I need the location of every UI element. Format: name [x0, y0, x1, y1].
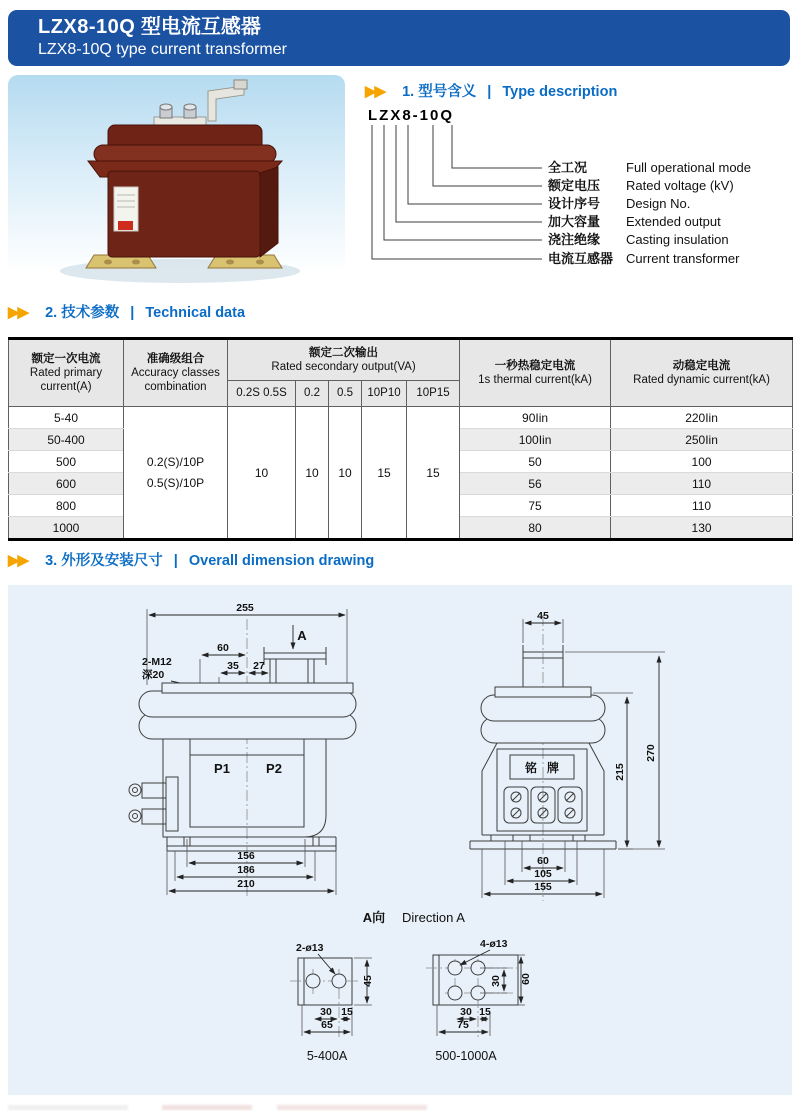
double-arrow-icon: ▶▶: [8, 304, 28, 321]
label-P2: P2: [266, 761, 282, 776]
dim-255: 255: [236, 602, 254, 614]
section-1-cn: 型号含义: [418, 84, 477, 100]
col-secondary-output-header: [228, 339, 460, 381]
section-2-en: Technical data: [145, 305, 246, 321]
col9-cn: 动稳定电流: [672, 359, 731, 372]
type-code-labels: [547, 160, 751, 266]
cell-dynamic: 130: [611, 517, 793, 540]
type-label-cn: 加大容量: [548, 214, 601, 229]
direction-a-label: [363, 910, 465, 925]
technical-data-table: [8, 337, 793, 541]
dim-155: 155: [534, 881, 552, 893]
dim-65-plate2: 65: [321, 1019, 333, 1031]
cell-output: 15: [407, 407, 460, 540]
subcol-05: 0.5: [329, 381, 362, 407]
dim-210: 210: [237, 878, 255, 890]
type-label-en: Casting insulation: [626, 232, 729, 247]
dimension-drawing-panel: [8, 585, 792, 1095]
type-label-en: Design No.: [626, 196, 691, 211]
section-3-num: 3.: [45, 553, 58, 569]
label-A: A: [297, 628, 307, 643]
section-1-num: 1.: [402, 84, 415, 100]
col-primary-current-header: [9, 339, 124, 407]
cell-current: 1000: [9, 517, 124, 540]
section-2-num: 2.: [45, 305, 58, 321]
type-code-svg: [360, 98, 790, 298]
dim-45-plate: 45: [362, 975, 374, 987]
col-dynamic-header: [611, 339, 793, 407]
label-depth-20: 深20: [142, 669, 165, 681]
dim-186: 186: [237, 864, 255, 876]
dim-35: 35: [227, 660, 239, 672]
dim-105: 105: [534, 868, 552, 880]
mounting-plate-4-hole: [426, 938, 532, 1063]
col-thermal-header: [460, 339, 611, 407]
cell-thermal: 80: [460, 517, 611, 540]
section-2-title: [8, 301, 245, 322]
type-label-en: Full operational mode: [626, 160, 752, 175]
cell-output: 15: [362, 407, 407, 540]
title-en: LZX8-10Q type current transformer: [38, 41, 287, 58]
type-label-cn: 设计序号: [548, 196, 601, 211]
cell-output: 10: [228, 407, 296, 540]
accuracy-line: 0.2(S)/10P: [146, 455, 205, 470]
section-3-divider: |: [173, 553, 178, 569]
direction-a-cn: A向: [362, 910, 386, 925]
cell-current: 500: [9, 451, 124, 473]
type-label-en: Rated voltage (kV): [626, 178, 734, 193]
type-code-diagram: [360, 98, 790, 303]
cutoff-strip: [8, 1105, 478, 1110]
dim-30v-plate4: 30: [490, 975, 502, 987]
type-label-en: Current transformer: [626, 251, 740, 266]
model-name: LZX8-10Q: [38, 16, 136, 38]
page-title: [38, 15, 790, 40]
label-2-M12: 2-M12: [142, 656, 172, 668]
product-photo: [8, 75, 345, 295]
cell-current: 800: [9, 495, 124, 517]
title-cn: 型电流互感器: [140, 16, 261, 38]
section-2-divider: |: [130, 305, 135, 321]
col9-en: Rated dynamic current(kA): [633, 374, 770, 386]
dim-270: 270: [645, 744, 657, 762]
type-label-cn: 全工况: [548, 160, 588, 175]
dim-60-side: 60: [537, 855, 549, 867]
type-label-cn: 电流互感器: [548, 251, 614, 266]
double-arrow-icon: ▶▶: [8, 552, 28, 569]
dim-75-plate4: 75: [457, 1019, 469, 1031]
dim-30-plate4: 30: [460, 1006, 472, 1018]
cell-current: 50-400: [9, 429, 124, 451]
type-label-en: Extended output: [626, 214, 721, 229]
cell-output: 10: [296, 407, 329, 540]
dimension-drawing-svg: [8, 585, 792, 1095]
cell-accuracy: [124, 407, 228, 540]
subcol-10p15: 10P15: [407, 381, 460, 407]
type-code-text: LZX8-10Q: [368, 107, 455, 124]
cell-dynamic: 110: [611, 495, 793, 517]
dim-27: 27: [253, 660, 265, 672]
table-row: [9, 407, 793, 429]
section-3-title: [8, 549, 374, 570]
col-accuracy-header: [124, 339, 228, 407]
cell-thermal: 100Iin: [460, 429, 611, 451]
section-1-en: Type description: [502, 84, 618, 100]
dim-156: 156: [237, 850, 255, 862]
cell-current: 600: [9, 473, 124, 495]
cell-thermal: 50: [460, 451, 611, 473]
cell-current: 5-40: [9, 407, 124, 429]
dim-15-plate2: 15: [341, 1006, 353, 1018]
cell-thermal: 75: [460, 495, 611, 517]
dim-215: 215: [614, 763, 626, 781]
label-2-d13: 2-ø13: [296, 942, 324, 954]
col1-cn: 额定一次电流: [31, 352, 101, 365]
section-2-cn: 技术参数: [61, 305, 120, 321]
section-1-divider: |: [487, 84, 492, 100]
dim-60v-plate4: 60: [520, 973, 532, 985]
subcol-02s05s: 0.2S 0.5S: [228, 381, 296, 407]
nameplate-label: 铭牌: [524, 761, 570, 775]
col2-cn: 准确级组合: [146, 352, 205, 365]
section-3-cn: 外形及安装尺寸: [61, 553, 163, 569]
side-view: [470, 610, 665, 901]
double-arrow-icon: ▶▶: [365, 83, 385, 100]
cell-dynamic: 220Iin: [611, 407, 793, 429]
cell-thermal: 90Iin: [460, 407, 611, 429]
cell-dynamic: 110: [611, 473, 793, 495]
header-bar: [8, 10, 790, 66]
dim-45: 45: [537, 610, 549, 622]
type-label-cn: 浇注绝缘: [548, 232, 601, 247]
col8-en: 1s thermal current(kA): [478, 374, 592, 386]
label-4-d13: 4-ø13: [480, 938, 508, 950]
caption-500-1000A: 500-1000A: [435, 1049, 497, 1063]
cell-dynamic: 250Iin: [611, 429, 793, 451]
col3-en: Rated secondary output(VA): [271, 361, 416, 373]
subcol-10p10: 10P10: [362, 381, 407, 407]
type-label-cn: 额定电压: [548, 178, 601, 193]
transformer-photo-illustration: [8, 75, 345, 295]
cell-dynamic: 100: [611, 451, 793, 473]
label-P1: P1: [214, 761, 230, 776]
dim-15-plate4: 15: [479, 1006, 491, 1018]
dim-60: 60: [217, 642, 229, 654]
accuracy-line: 0.5(S)/10P: [146, 475, 205, 490]
caption-5-400A: 5-400A: [306, 1049, 348, 1063]
col3-cn: 额定二次输出: [309, 346, 379, 359]
cell-output: 10: [329, 407, 362, 540]
dim-30-plate2: 30: [320, 1006, 332, 1018]
cell-thermal: 56: [460, 473, 611, 495]
subcol-02: 0.2: [296, 381, 329, 407]
mounting-plate-2-hole: [290, 942, 374, 1063]
type-code-connectors: [372, 125, 542, 259]
col2-en: Accuracy classes combination: [131, 366, 220, 393]
front-view: [129, 602, 356, 899]
direction-a-en: Direction A: [402, 910, 465, 925]
section-3-en: Overall dimension drawing: [188, 553, 375, 569]
col8-cn: 一秒热稳定电流: [494, 359, 576, 372]
col1-en: Rated primary current(A): [29, 366, 103, 393]
technical-data-table-wrap: [8, 337, 793, 541]
